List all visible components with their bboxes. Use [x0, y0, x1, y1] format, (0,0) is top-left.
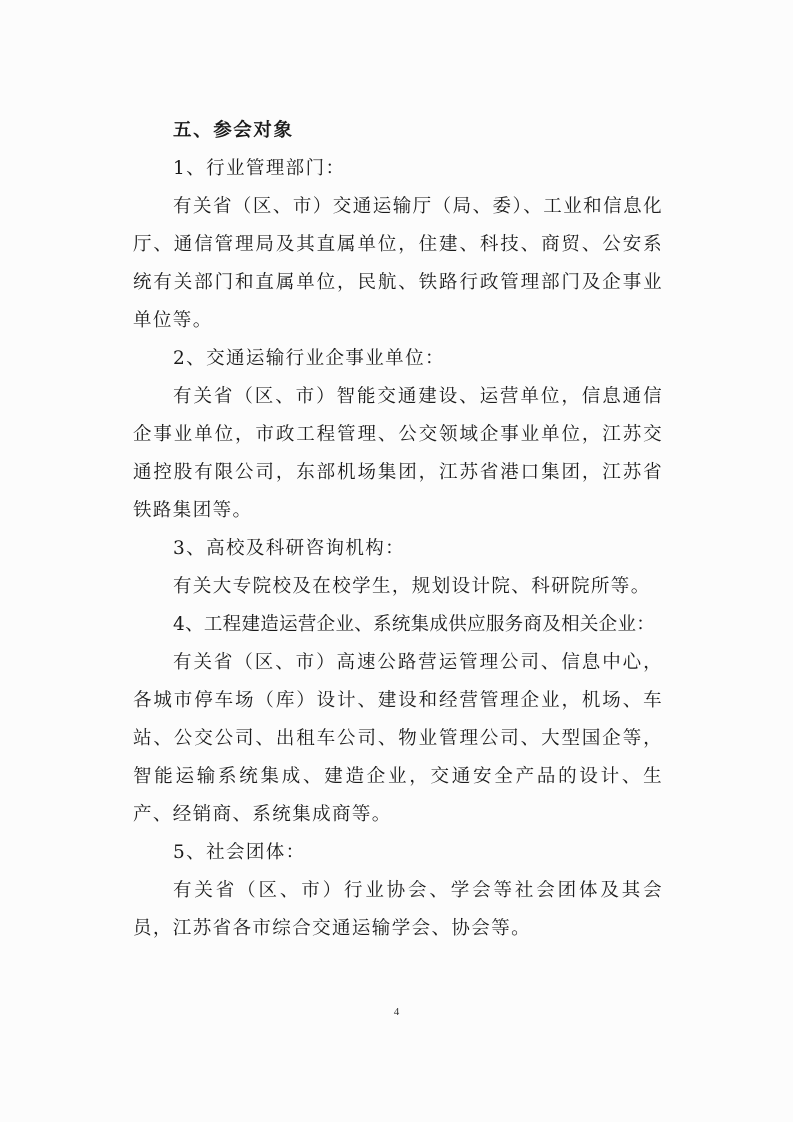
- group-body-5: 有关省（区、市）行业协会、学会等社会团体及其会员，江苏省各市综合交通运输学会、协会等。: [133, 880, 663, 939]
- group-body-2: 有关省（区、市）智能交通建设、运营单位，信息通信企事业单位，市政工程管理、公交领域企事业单位，江苏交通控股有限公司，东部机场集团，江苏省港口集团，江苏省铁路集团等。: [133, 386, 663, 521]
- group-heading-1: 1、行业管理部门：: [173, 158, 346, 179]
- group-body-4: 有关省（区、市）高速公路营运管理公司、信息中心，各城市停车场（库）设计、建设和经营管理企业，机场、车站、公交公司、出租车公司、物业管理公司、大型国企等，智能运输系统集成、建造企业，交通安全产品的设计、生产、经销商、系统集成商等。: [133, 652, 663, 825]
- group-heading-4: 4、工程建造运营企业、系统集成供应服务商及相关企业：: [173, 614, 656, 635]
- group-heading-2: 2、交通运输行业企事业单位：: [173, 348, 445, 369]
- group-heading-5: 5、社会团体：: [173, 842, 306, 863]
- page-content: [133, 112, 663, 948]
- section-title: 五、参会对象: [173, 120, 294, 141]
- group-heading-3: 3、高校及科研咨询机构：: [173, 538, 406, 559]
- group-body-1: 有关省（区、市）交通运输厅（局、委）、工业和信息化厅、通信管理局及其直属单位，住建、科技、商贸、公安系统有关部门和直属单位，民航、铁路行政管理部门及企事业单位等。: [133, 196, 663, 331]
- group-body-3: 有关大专院校及在校学生，规划设计院、科研院所等。: [173, 576, 651, 597]
- page-number: 4: [393, 1006, 400, 1018]
